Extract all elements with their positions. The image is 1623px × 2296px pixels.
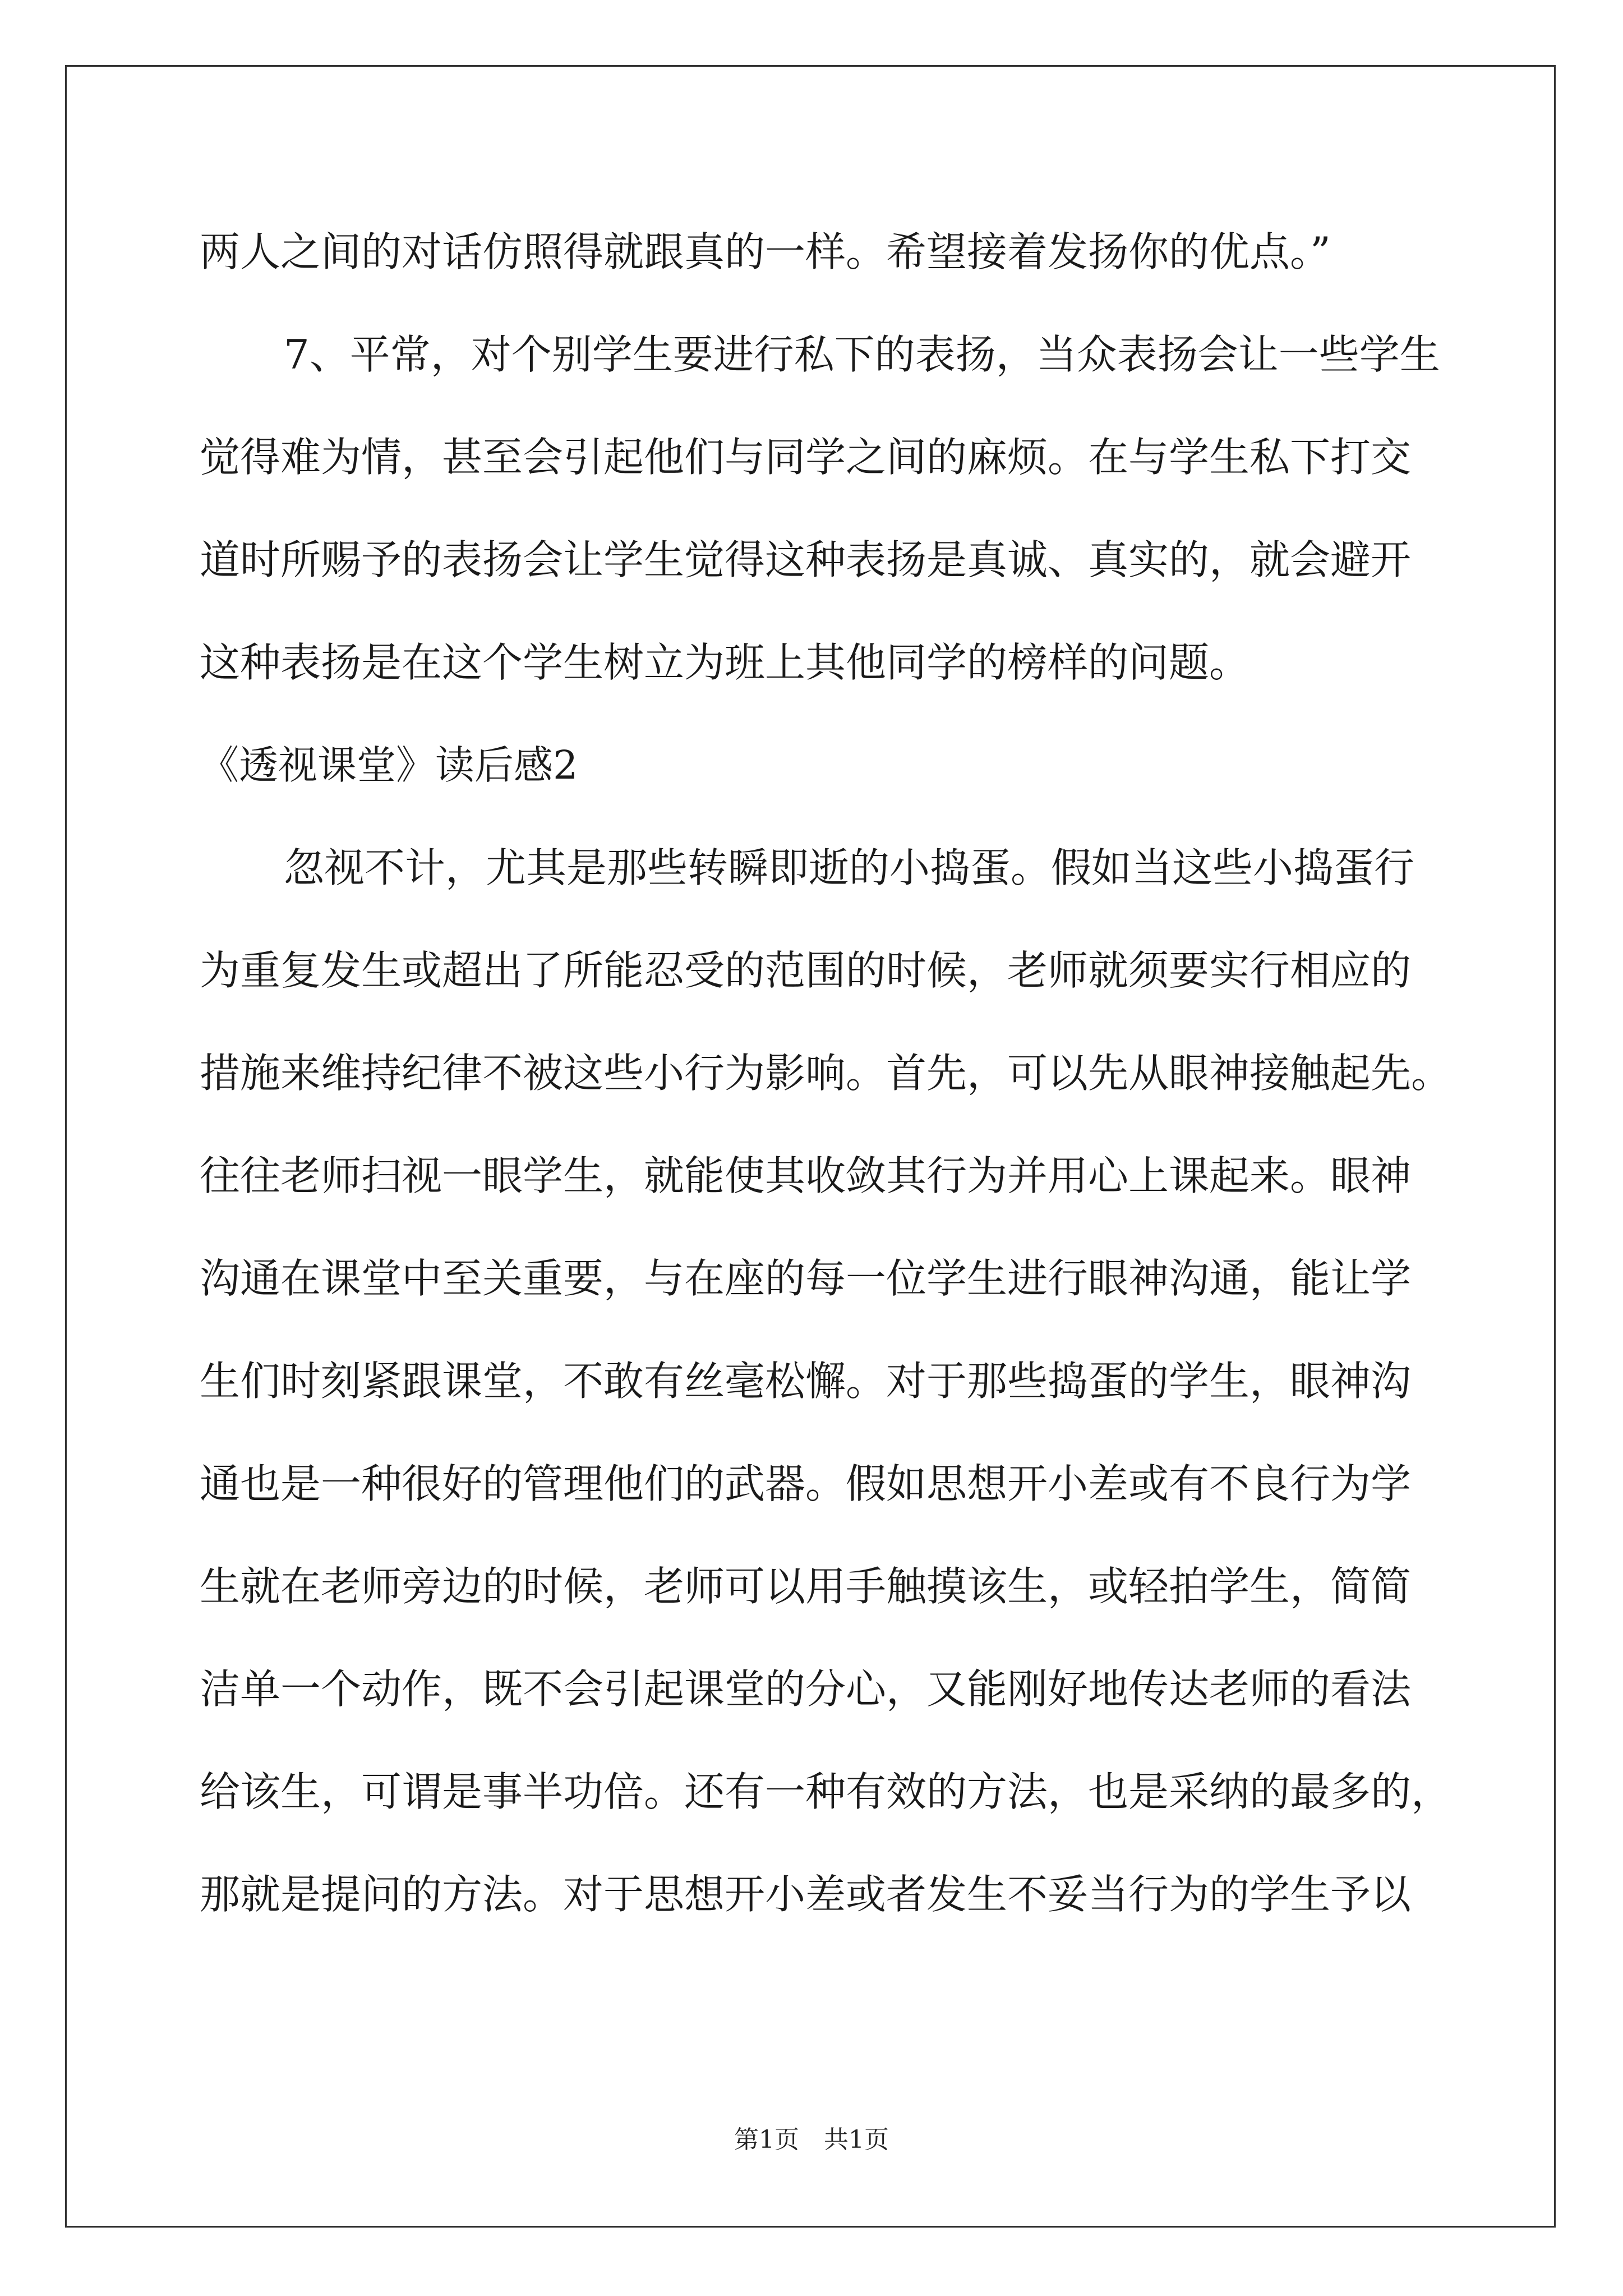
text-line: 道时所赐予的表扬会让学生觉得这种表扬是真诚、真实的，就会避开 (200, 536, 1412, 583)
text-line: 生就在老师旁边的时候，老师可以用手触摸该生，或轻拍学生，简简 (200, 1563, 1412, 1610)
text-line: 生们时刻紧跟课堂，不敢有丝毫松懈。对于那些捣蛋的学生，眼神沟 (200, 1358, 1412, 1405)
text-line: 沟通在课堂中至关重要，与在座的每一位学生进行眼神沟通，能让学 (200, 1255, 1412, 1302)
text-line: 通也是一种很好的管理他们的武器。假如思想开小差或有不良行为学 (200, 1460, 1412, 1507)
text-line: 措施来维持纪律不被这些小行为影响。首先，可以先从眼神接触起先。 (200, 1050, 1452, 1097)
text-line: 这种表扬是在这个学生树立为班上其他同学的榜样的问题。 (200, 639, 1250, 686)
text-line: 洁单一个动作，既不会引起课堂的分心，又能刚好地传达老师的看法 (200, 1665, 1412, 1713)
text-line: 忽视不计，尤其是那些转瞬即逝的小捣蛋。假如当这些小捣蛋行 (284, 844, 1415, 891)
text-line: 给该生，可谓是事半功倍。还有一种有效的方法，也是采纳的最多的， (200, 1768, 1452, 1815)
section-title: 《透视课堂》读后感2 (200, 742, 578, 788)
page-number: 第1页 共1页 (734, 2125, 889, 2154)
text-line: 为重复发生或超出了所能忍受的范围的时候，老师就须要实行相应的 (200, 947, 1412, 994)
text-line: 两人之间的对话仿照得就跟真的一样。希望接着发扬你的优点。” (200, 228, 1331, 275)
text-line: 那就是提问的方法。对于思想开小差或者发生不妥当行为的学生予以 (200, 1871, 1412, 1918)
text-line: 7、平常，对个别学生要进行私下的表扬，当众表扬会让一些学生 (284, 331, 1440, 378)
text-line: 觉得难为情，甚至会引起他们与同学之间的麻烦。在与学生私下打交 (200, 434, 1412, 481)
document-body (200, 201, 1452, 1946)
text-line: 往往老师扫视一眼学生，就能使其收敛其行为并用心上课起来。眼神 (200, 1152, 1412, 1199)
